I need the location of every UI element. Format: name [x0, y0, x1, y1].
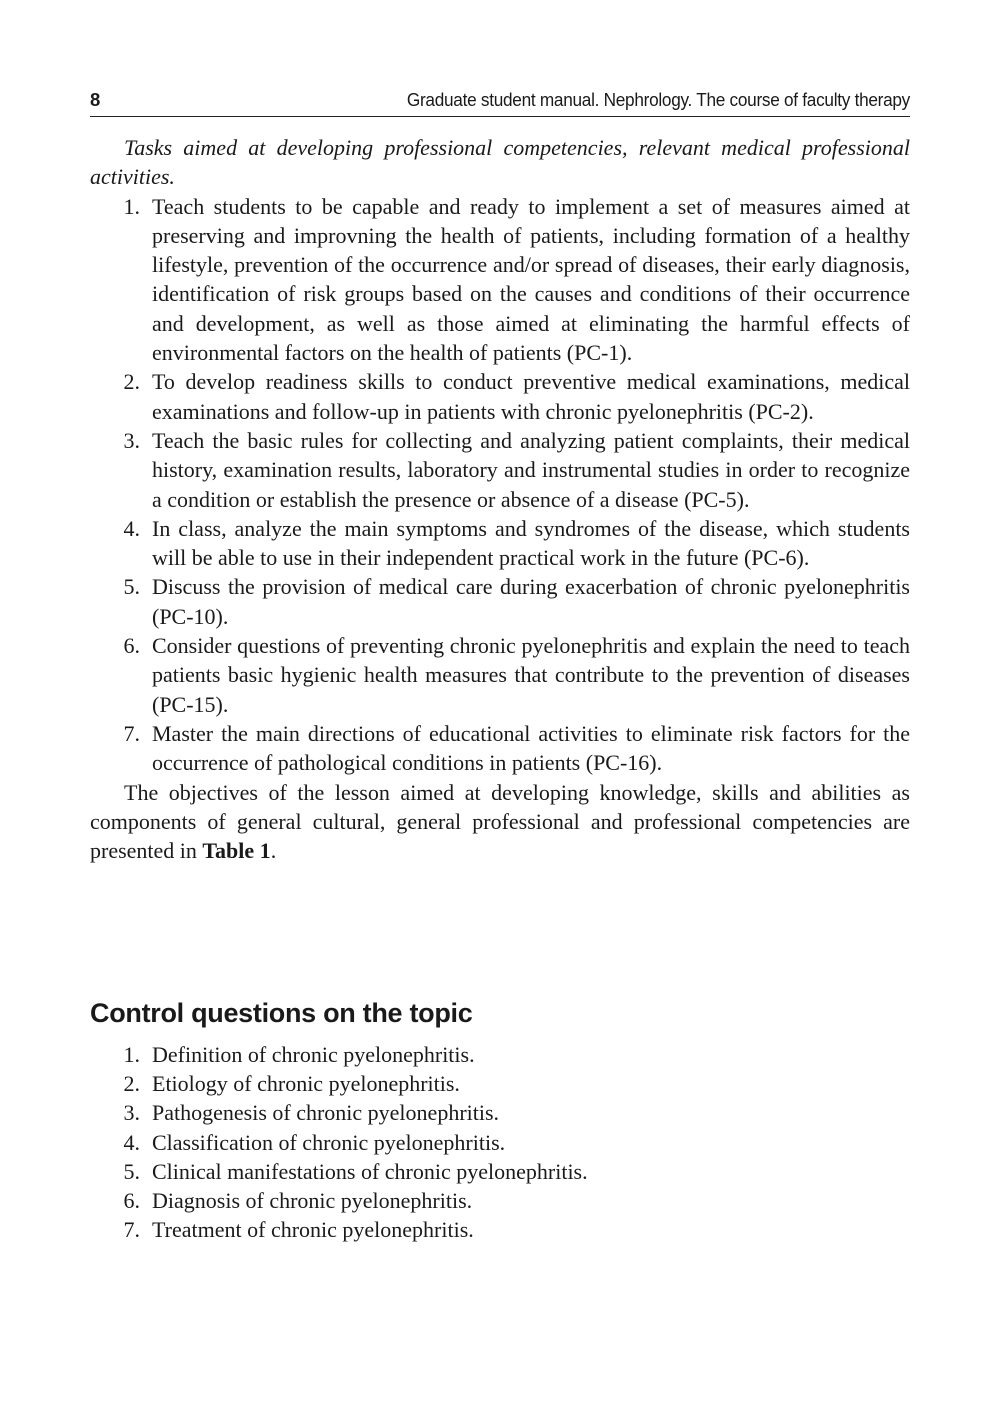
- objectives-end: .: [270, 838, 277, 864]
- item-text: Discuss the provision of medical care during exacerbation of chronic pyelonephritis (PC-10).: [152, 574, 910, 629]
- item-text: Clinical manifestations of chronic pyelonephritis.: [152, 1158, 588, 1184]
- list-item: [90, 1069, 910, 1098]
- item-number: 5.: [123, 574, 140, 600]
- item-text: Definition of chronic pyelonephritis.: [152, 1042, 475, 1067]
- item-number: 4.: [123, 1129, 140, 1155]
- item-number: 1.: [123, 193, 140, 219]
- item-text: Classification of chronic pyelonephritis.: [152, 1129, 506, 1155]
- item-number: 2.: [123, 1071, 140, 1097]
- item-number: 4.: [123, 515, 140, 541]
- section-heading: Control questions on the topic: [90, 998, 473, 1028]
- page-number: 8: [90, 89, 101, 110]
- item-text: Pathogenesis of chronic pyelonephritis.: [152, 1100, 500, 1126]
- running-header: [90, 86, 910, 117]
- objectives-paragraph: [90, 778, 910, 866]
- item-text: Diagnosis of chronic pyelonephritis.: [152, 1188, 473, 1214]
- list-item: [90, 1157, 910, 1186]
- item-number: 5.: [123, 1158, 140, 1184]
- tasks-list: [90, 192, 910, 778]
- item-text: Teach students to be capable and ready to implement a set of measures aimed at preserving and improvning the health of patients, including formation of a healthy lifestyle, prevention of the occurrence and/or spread of diseases, their early diagnosis, identification of risk groups based on the causes and conditions of their occurrence and development, as well as those aimed at eliminating the harmful effects of environmental factors on the health of patients (PC-1).: [152, 193, 910, 366]
- item-number: 2.: [123, 369, 140, 395]
- list-item: [90, 1186, 910, 1215]
- list-item: [90, 426, 910, 514]
- item-number: 3.: [123, 1100, 140, 1126]
- list-item: [90, 572, 910, 631]
- running-title: Graduate student manual. Nephrology. The course of faculty therapy: [406, 89, 910, 110]
- item-text: Teach the basic rules for collecting and analyzing patient complaints, their medical history, examination results, laboratory and instrumental studies in order to recognize a condition or establish the presence or absence of a disease (PC-5).: [152, 427, 910, 512]
- list-item: [90, 514, 910, 573]
- item-text: Treatment of chronic pyelonephritis.: [152, 1217, 474, 1243]
- item-number: 6.: [123, 633, 140, 659]
- item-number: 3.: [123, 427, 140, 453]
- list-item: [90, 1040, 910, 1069]
- item-text: Master the main directions of educational activities to eliminate risk factors for the occurrence of pathological conditions in patients (PC-16).: [152, 720, 910, 776]
- table-reference: Table 1: [202, 838, 271, 864]
- objectives-text: The objectives of the lesson aimed at developing knowledge, skills and abilities as components of general cultural, general professional and professional competencies are presented in: [90, 779, 910, 864]
- item-text: In class, analyze the main symptoms and syndromes of the disease, which students will be able to use in their independent practical work in the future (PC-6).: [152, 515, 910, 571]
- control-questions-list: [90, 1040, 910, 1244]
- list-item: [90, 631, 910, 719]
- item-number: 7.: [123, 720, 140, 746]
- list-item: [90, 192, 910, 368]
- item-text: To develop readiness skills to conduct preventive medical examinations, medical examinations and follow-up in patients with chronic pyelonephritis (PC-2).: [152, 369, 910, 424]
- item-text: Consider questions of preventing chronic pyelonephritis and explain the need to teach patients basic hygienic health measures that contribute to the prevention of diseases (PC-15).: [152, 633, 910, 717]
- list-item: [90, 719, 910, 778]
- intro-paragraph: Tasks aimed at developing professional competencies, relevant medical professional activities.: [90, 135, 910, 190]
- main-text: [90, 133, 910, 865]
- list-item: [90, 1128, 910, 1157]
- list-item: [90, 367, 910, 426]
- item-number: 1.: [123, 1042, 140, 1067]
- item-number: 7.: [123, 1217, 140, 1243]
- item-number: 6.: [123, 1188, 140, 1214]
- item-text: Etiology of chronic pyelonephritis.: [152, 1071, 460, 1097]
- list-item: [90, 1215, 910, 1244]
- list-item: [90, 1098, 910, 1127]
- control-questions: [90, 1040, 910, 1244]
